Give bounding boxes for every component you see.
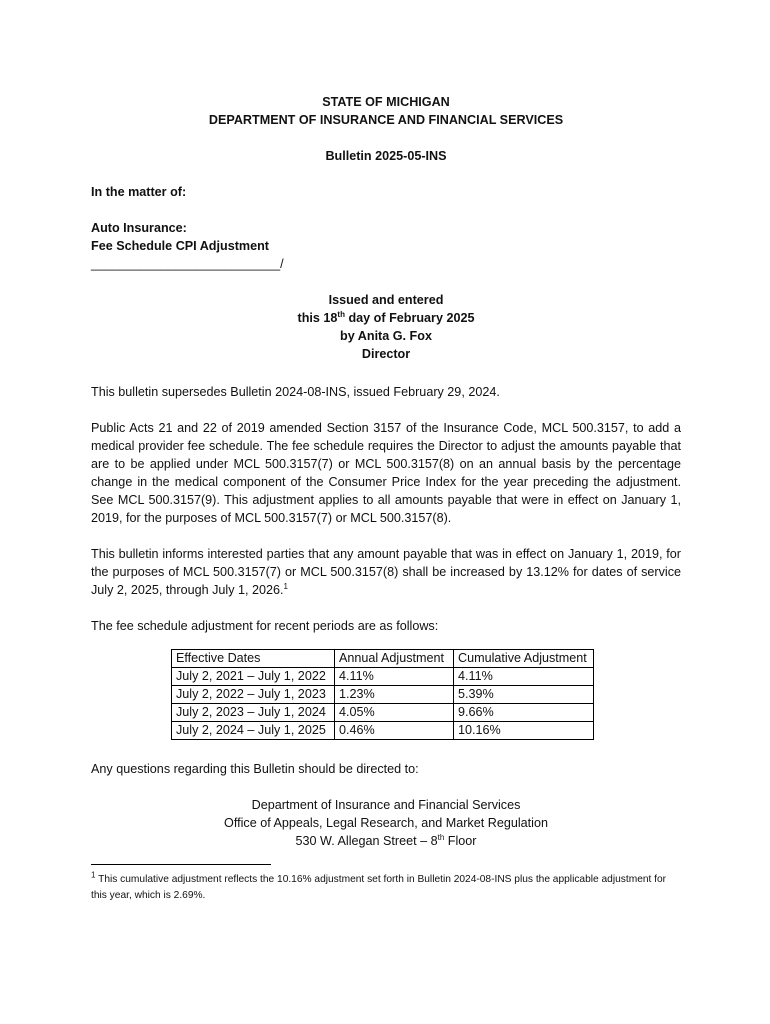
contact-address-post: Floor	[444, 834, 477, 848]
contact-address	[91, 832, 681, 850]
table-row	[172, 686, 594, 704]
cell-effective-dates: July 2, 2023 – July 1, 2024	[172, 704, 335, 722]
paragraph-authority: Public Acts 21 and 22 of 2019 amended Section 3157 of the Insurance Code, MCL 500.3157, to add a medical provider fee schedule. The fee schedule requires the Director to adjust the amounts payable that are to be applied under MCL 500.3157(7) or MCL 500.3157(8) on an annual basis by the percentage change in the medical component of the Consumer Price Index for the year preceding the adjustment. See MCL 500.3157(9). This adjustment applies to all amounts payable that were in effect on January 1, 2019, for the purposes of MCL 500.3157(7) or MCL 500.3157(8).	[91, 421, 681, 525]
issuance-title: Director	[361, 347, 411, 361]
header-annual-adjustment: Annual Adjustment	[335, 650, 454, 668]
cell-effective-dates: July 2, 2024 – July 1, 2025	[172, 722, 335, 740]
paragraph-increase-text: This bulletin informs interested parties that any amount payable that was in effect on January 1, 2019, for the purposes of MCL 500.3157(7) or MCL 500.3157(8) shall be increased by 13.12% for dates of service July 2, 2025, through July 1, 2026.	[91, 547, 681, 597]
table-row	[172, 704, 594, 722]
fee-adjustment-table	[171, 649, 594, 740]
header-effective-dates: Effective Dates	[172, 650, 335, 668]
cell-effective-dates: July 2, 2021 – July 1, 2022	[172, 668, 335, 686]
contact-department: Department of Insurance and Financial Services	[251, 798, 521, 812]
floor-suffix: th	[437, 832, 445, 842]
letterhead	[91, 93, 681, 165]
contact-office: Office of Appeals, Legal Research, and Market Regulation	[224, 816, 548, 830]
issuance-line2	[91, 309, 681, 327]
cell-annual-adjustment: 4.11%	[335, 668, 454, 686]
cell-annual-adjustment: 4.05%	[335, 704, 454, 722]
questions-line: Any questions regarding this Bulletin should be directed to:	[91, 762, 419, 776]
issuance-block	[91, 291, 681, 363]
supersedes-notice: This bulletin supersedes Bulletin 2024-08-INS, issued February 29, 2024.	[91, 385, 500, 399]
table-header-row	[172, 650, 594, 668]
table-intro: The fee schedule adjustment for recent periods are as follows:	[91, 619, 439, 633]
footnote-divider	[91, 864, 271, 865]
table-row	[172, 668, 594, 686]
matter-subject-line2: Fee Schedule CPI Adjustment	[91, 239, 269, 253]
footnote-text: This cumulative adjustment reflects the 10.16% adjustment set forth in Bulletin 2024-08-INS plus the applicable adjustment for this year, which is 2.69%.	[91, 874, 667, 901]
footnote	[91, 872, 681, 904]
department-name: DEPARTMENT OF INSURANCE AND FINANCIAL SERVICES	[208, 113, 564, 127]
bulletin-body	[91, 93, 681, 850]
matter-block	[91, 183, 681, 273]
issuance-signer: by Anita G. Fox	[340, 329, 432, 343]
matter-label: In the matter of:	[91, 185, 187, 199]
footnote-mark: 1	[91, 870, 96, 880]
cell-cumulative-adjustment: 9.66%	[454, 704, 594, 722]
contact-address-pre: 530 W. Allegan Street – 8	[295, 834, 438, 848]
matter-rule: ___________________________/	[91, 257, 284, 271]
contact-block	[91, 796, 681, 850]
cell-effective-dates: July 2, 2022 – July 1, 2023	[172, 686, 335, 704]
cell-annual-adjustment: 0.46%	[335, 722, 454, 740]
table-row	[172, 722, 594, 740]
issuance-line2-post: day of February 2025	[344, 311, 475, 325]
cell-cumulative-adjustment: 10.16%	[454, 722, 594, 740]
cell-cumulative-adjustment: 4.11%	[454, 668, 594, 686]
issuance-line1: Issued and entered	[328, 293, 444, 307]
matter-subject-line1: Auto Insurance:	[91, 221, 187, 235]
state-name: STATE OF MICHIGAN	[322, 95, 450, 109]
paragraph-increase	[91, 545, 681, 599]
cell-annual-adjustment: 1.23%	[335, 686, 454, 704]
issuance-line2-pre: this 18	[297, 311, 338, 325]
bulletin-number: Bulletin 2025-05-INS	[325, 149, 447, 163]
cell-cumulative-adjustment: 5.39%	[454, 686, 594, 704]
footnote-reference[interactable]: 1	[283, 581, 288, 591]
header-cumulative-adjustment: Cumulative Adjustment	[454, 650, 594, 668]
issuance-day-suffix: th	[337, 309, 345, 319]
